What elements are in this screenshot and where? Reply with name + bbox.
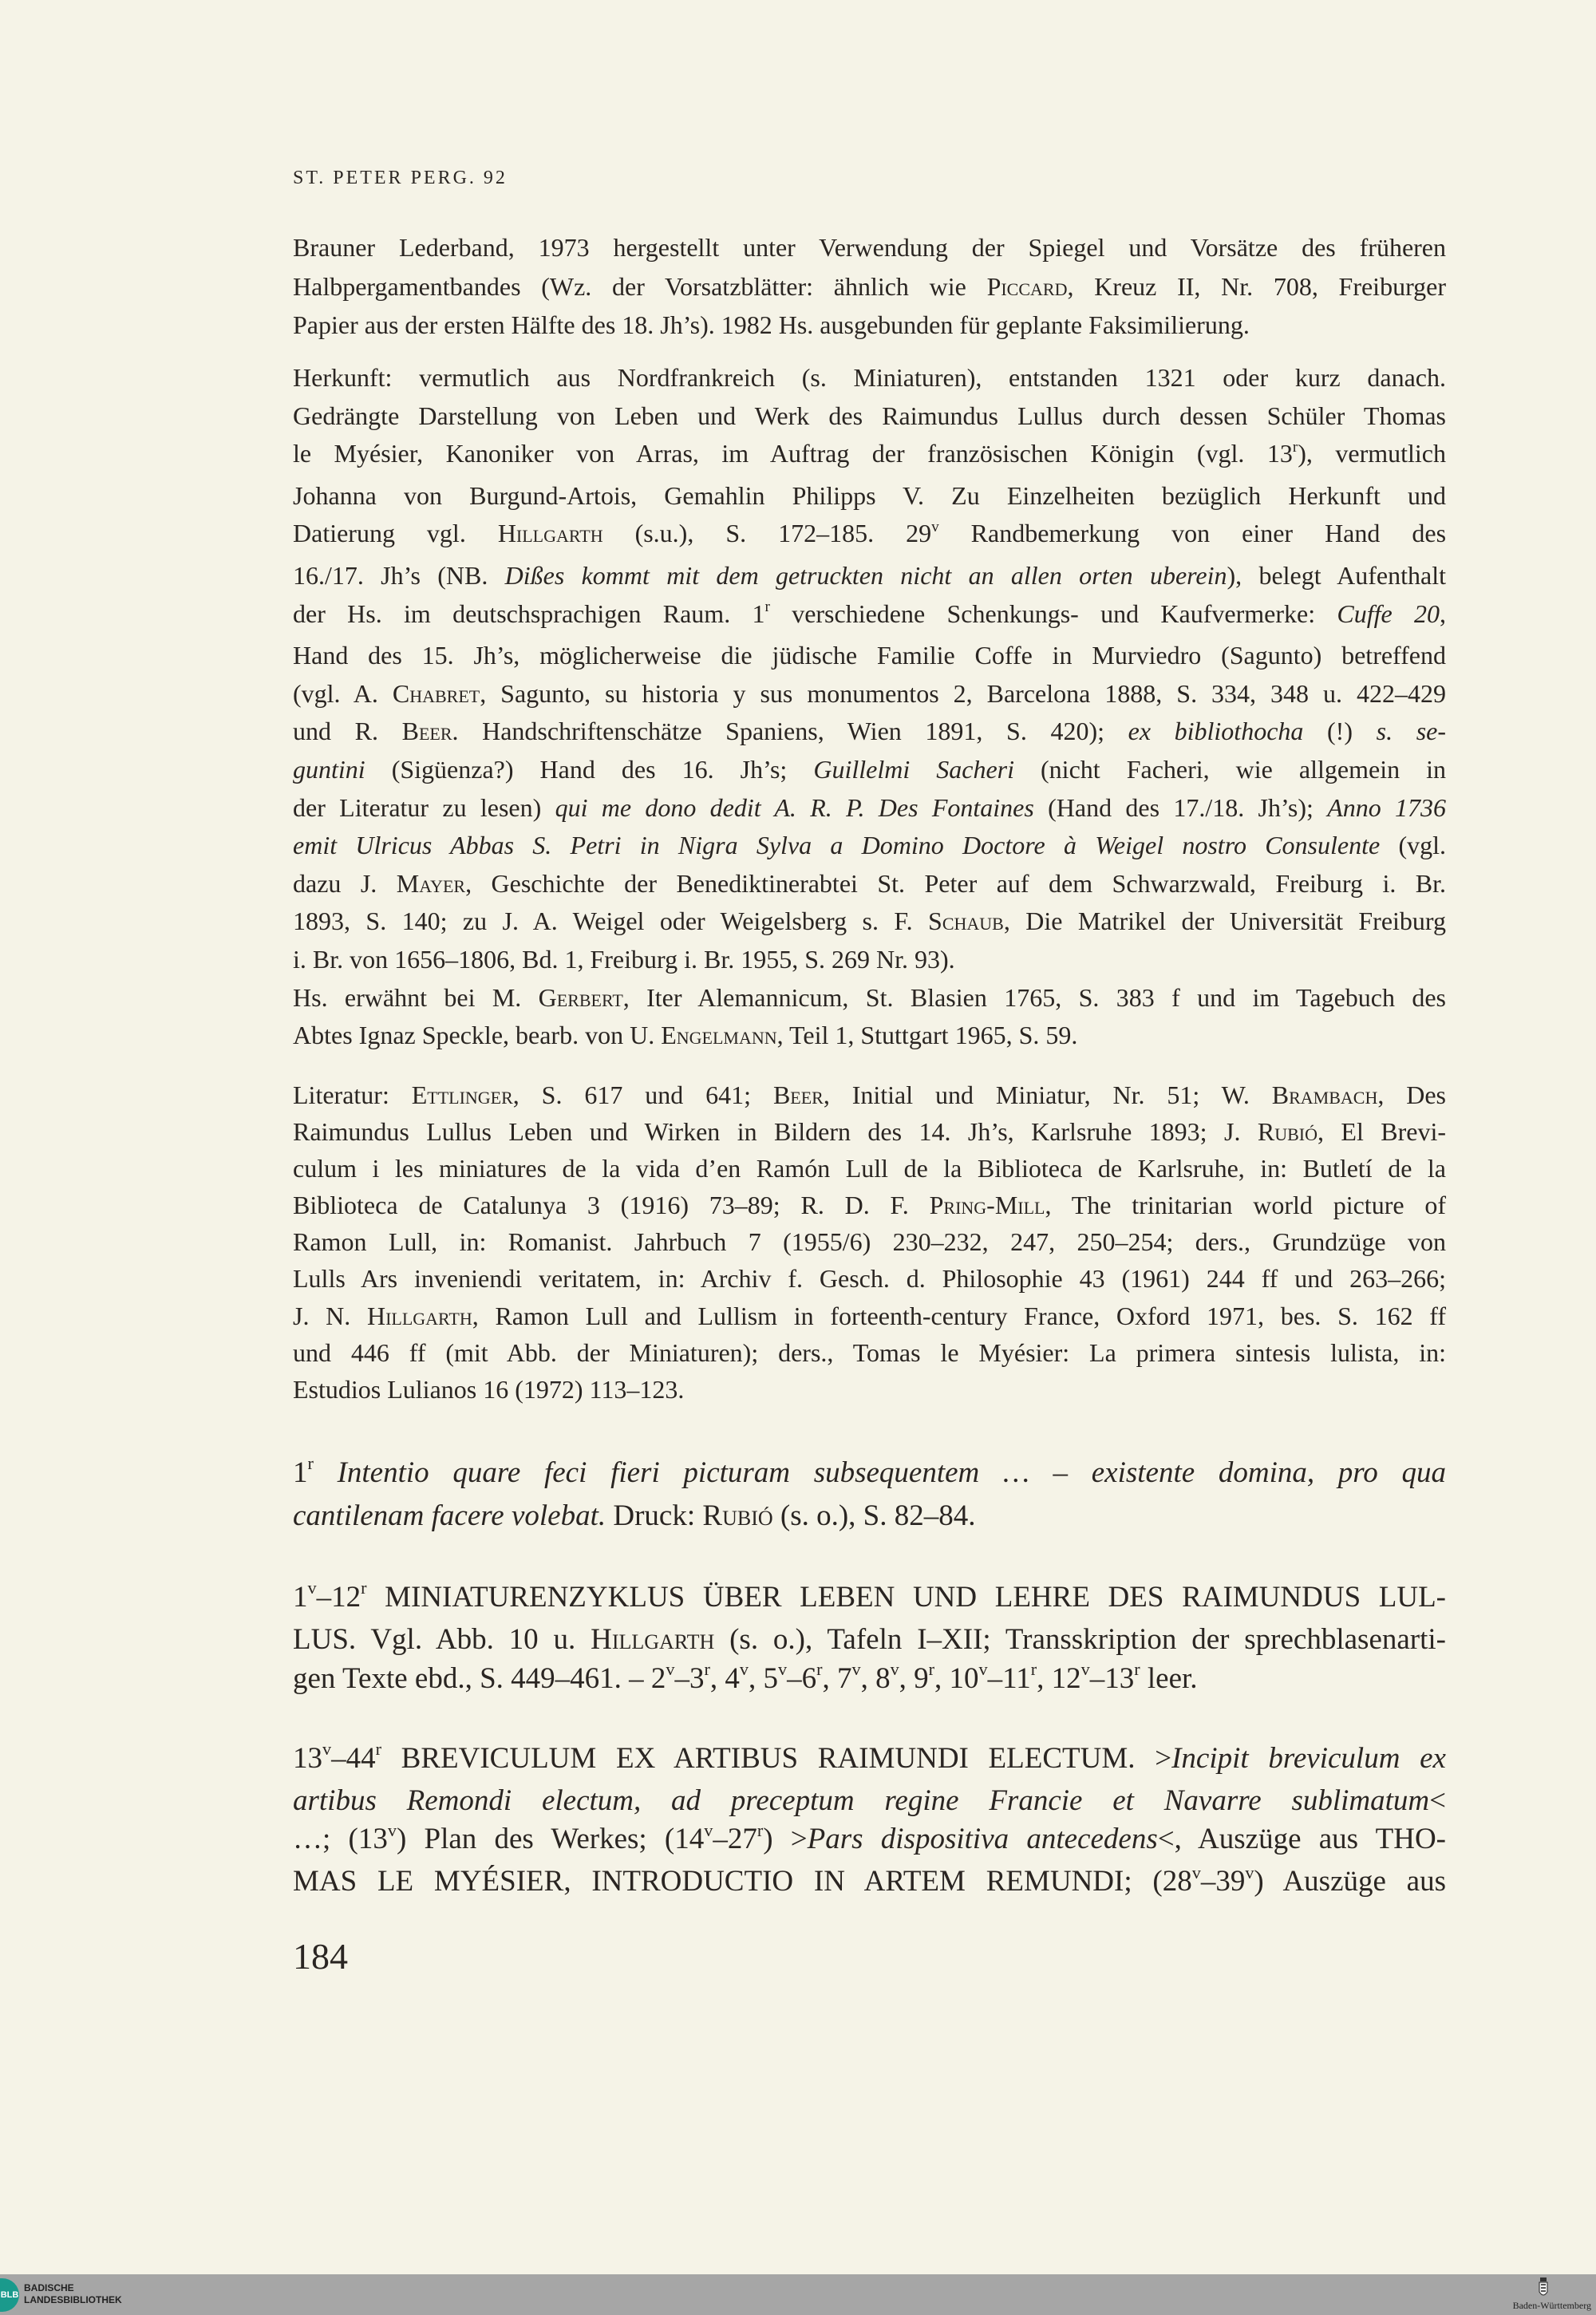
text-run: , Die Matrikel der Universität Freiburg [1003,907,1447,936]
author-name: Ettlinger [411,1080,513,1109]
text-line-content [293,267,1446,306]
folio-superscript: r [361,1578,367,1598]
text-run: , Geschichte der Benediktinerabtei St. Peter auf dem Schwarzwald, Freiburg i. Br. [465,868,1447,898]
text-run: Ramon Lull, in: Romanist. Jahrbuch 7 (1955/6) 230–232, 247, 250–254; ders., Grundzüge von [293,1227,1446,1257]
folio-superscript: r [928,1659,935,1680]
text-line [293,903,1446,941]
text-run: ), vermutlich [1298,439,1447,468]
text-line-content [293,637,1446,675]
text-run: Papier aus der ersten Hälfte des 18. Jh’s). 1982 Hs. ausgebunden für geplante Faksimilierung. [293,310,1250,339]
folio-superscript: r [816,1659,823,1680]
text-run: (vgl. [1380,831,1447,860]
text-run: 1 [293,1456,308,1489]
author-name: Hillgarth [366,1301,472,1330]
text-line-content [293,751,1446,789]
text-line-content [293,903,1446,941]
text-run: ) Plan des Werkes; (14 [396,1823,705,1856]
text-line-content [293,477,1446,516]
text-line-content [293,865,1446,903]
text-run: , 12 [1037,1662,1081,1695]
text-run: , 7 [822,1662,852,1695]
text-run: 1 [293,1581,308,1614]
text-run: , Kreuz II, Nr. 708, Freiburger [1067,271,1447,301]
folio-superscript: r [307,1453,314,1474]
text-line-content [293,1077,1446,1113]
text-line [293,1223,1446,1260]
text-line [293,979,1446,1017]
text-run: Lulls Ars inveniendi veritatem, in: Archiv f. Gesch. d. Philosophie 43 (1961) 244 ff und 263–266; [293,1264,1446,1294]
text-run: , Iter Alemannicum, St. Blasien 1765, S. 383 f und im Tagebuch des [622,982,1446,1012]
text-line [293,1453,1446,1496]
italic-text: qui me dono dedit A. R. P. Des Fontaines [555,792,1034,822]
text-run: Randbemerkung von einer Hand des [938,519,1447,548]
folio-superscript: r [764,599,770,616]
text-line [293,557,1446,595]
text-run: Hand des 15. Jh’s, möglicherweise die jüdische Familie Coffe in Murviedro (Sagunto) betreffend [293,641,1446,670]
text-run: Estudios Lulianos 16 (1972) 113–123. [293,1374,685,1404]
text-line-content [293,359,1446,397]
text-line-content [293,1371,684,1408]
folio-superscript: v [978,1659,988,1680]
text-run: Herkunft: vermutlich aus Nordfrankreich (s. Miniaturen), entstanden 1321 oder kurz danach. [293,363,1446,392]
text-line-content [293,1740,1446,1782]
text-run: leer. [1140,1662,1198,1695]
text-run: …; (13 [293,1823,388,1856]
text-line-content [293,1298,1446,1334]
text-run: Halbpergamentbandes (Wz. der Vorsatzblätter: ähnlich wie [293,271,987,301]
italic-text: emit Ulricus Abbas S. Petri in Nigra Sylva a Domino Doctore à Weigel nostro Consulente [293,831,1381,860]
text-run: ) > [763,1823,808,1856]
author-name: Brambach [1271,1080,1378,1109]
text-line-content [293,1863,1446,1905]
italic-text: Cuffe 20 [1337,599,1440,628]
folio-superscript: v [387,1819,397,1840]
text-run: Biblioteca de Catalunya 3 (1916) 73–89; R. D. F. [293,1191,930,1220]
text-run: MAS LE MYÉSIER, INTRODUCTIO IN ARTEM REMUNDI; (28 [293,1865,1192,1898]
text-line [293,228,1446,267]
text-line-content [293,1187,1446,1223]
text-run: verschiedene Schenkungs- und Kaufvermerke: [769,599,1337,628]
text-run: LUS. Vgl. Abb. 10 u. [293,1623,591,1656]
text-run: –27 [713,1823,757,1856]
page-number: 184 [293,1936,348,1977]
text-line [293,751,1446,789]
text-run: culum i les miniatures de la vida d’en Ramón Lull de la Biblioteca de Karlsruhe, in: Butletí de la [293,1154,1446,1183]
italic-text: Pars dispositiva antecedens [807,1823,1158,1856]
text-run: der Hs. im deutschsprachigen Raum. 1 [293,599,765,628]
text-line-content [293,1017,1077,1055]
text-run: –13 [1089,1662,1135,1695]
text-line [293,827,1446,865]
text-run: –11 [987,1662,1031,1695]
text-run: , 5 [748,1662,778,1695]
text-run: und 446 ff (mit Abb. der Miniaturen); ders., Tomas le Myésier: La primera sintesis lulista, in: [293,1337,1446,1367]
text-line [293,1659,1446,1701]
text-line [293,1298,1446,1334]
text-run: gen Texte ebd., S. 449–461. – 2 [293,1662,666,1695]
text-run: Brauner Lederband, 1973 hergestellt unter Verwendung der Spiegel und Vorsätze des früheren [293,233,1446,262]
italic-text: Dißes kommt mit dem getruckten nicht an allen orten uberein [504,560,1227,590]
italic-text: artibus Remondi electum, ad preceptum regine Francie et Navarre sublimatum [293,1784,1430,1817]
text-run: (s. o.), S. 82–84. [772,1499,976,1532]
text-run: Druck: [606,1499,703,1532]
folio-superscript: v [666,1659,675,1680]
text-line-content [293,1334,1446,1371]
text-line [293,477,1446,516]
folio-superscript: r [375,1739,381,1760]
paragraph-entry-miniaturenzyklus [293,1578,1446,1701]
text-line [293,359,1446,397]
text-line [293,1740,1446,1782]
text-run: , S. 617 und 641; [512,1080,773,1109]
text-run: , The trinitarian world picture of [1045,1191,1447,1220]
text-line [293,1334,1446,1371]
author-name: Beer [772,1080,824,1109]
text-run: (s.u.), S. 172–185. 29 [602,519,932,548]
text-line-content [293,1453,1446,1496]
text-line-content [293,1223,1446,1260]
text-run: der Literatur zu lesen) [293,792,555,822]
text-run: –12 [316,1581,361,1614]
text-run: Datierung vgl. [293,519,498,548]
text-line-content [293,1150,1446,1187]
italic-text: Incipit breviculum ex [1171,1742,1446,1775]
italic-text: Anno 1736 [1327,792,1447,822]
text-run: , Teil 1, Stuttgart 1965, S. 59. [776,1021,1078,1050]
text-line [293,1620,1446,1659]
italic-text: s. se- [1376,717,1447,746]
text-line [293,1496,1446,1536]
text-run: dazu J. [293,868,397,898]
text-run [314,1456,338,1489]
author-name: Chabret [392,678,480,708]
text-line-content [293,675,1446,713]
text-run: <, Auszüge aus THO- [1157,1823,1446,1856]
text-line [293,1150,1446,1187]
library-name[interactable] [24,2282,122,2306]
text-run: , 10 [934,1662,979,1695]
folio-superscript: v [851,1659,861,1680]
text-run: BREVICULUM EX ARTIBUS RAIMUNDI ELECTUM. > [381,1742,1172,1775]
text-line-content [293,435,1446,477]
text-run: Literatur: [293,1080,412,1109]
text-run: (Hand des 17./18. Jh’s); [1033,792,1328,822]
library-name-line1: BADISCHE [24,2282,74,2293]
italic-text: guntini [293,754,365,784]
author-name: Hillgarth [497,519,603,548]
text-run: (Sigüenza?) Hand des 16. Jh’s; [365,754,814,784]
paragraph-literature [293,1077,1446,1408]
text-line [293,941,1446,979]
text-line-content [293,595,1446,638]
text-line-content [293,1113,1446,1150]
text-line [293,1820,1446,1863]
text-run: (s. o.), Tafeln I–XII; Transskription der sprechblasenarti- [714,1623,1446,1656]
text-line-content [293,827,1446,865]
text-run: , Ramon Lull and Lullism in forteenth-century France, Oxford 1971, bes. S. 162 ff [472,1301,1447,1330]
coat-of-arms-icon [1539,2277,1548,2298]
text-line [293,789,1446,828]
text-line-content [293,515,1446,557]
text-run: , 4 [709,1662,740,1695]
author-name: Beer [401,717,452,746]
text-line [293,1187,1446,1223]
italic-text: Intentio quare feci fieri picturam subsequentem … – existente domina, pro qua [337,1456,1446,1489]
text-run: Johanna von Burgund-Artois, Gemahlin Philipps V. Zu Einzelheiten bezüglich Herkunft und [293,480,1446,510]
text-run: , 9 [899,1662,929,1695]
text-line-content [293,979,1446,1017]
state-name: Baden-Württemberg [1512,2300,1591,2311]
text-line-content [293,1578,1446,1620]
folio-superscript: r [1030,1659,1037,1680]
text-line [293,1782,1446,1821]
text-run: 1893, S. 140; zu J. A. Weigel oder Weigelsberg s. F. [293,907,929,936]
paragraph-binding-description [293,228,1446,345]
text-line-content [293,789,1446,828]
text-run: 16./17. Jh’s (NB. [293,560,505,590]
folio-superscript: v [739,1659,749,1680]
footer-bar [0,2274,1596,2315]
text-run: (nicht Facheri, wie allgemein in [1013,754,1446,784]
text-run: MINIATURENZYKLUS ÜBER LEBEN UND LEHRE DES RAIMUNDUS LUL- [366,1581,1446,1614]
text-line-content [293,1659,1198,1701]
text-run: –44 [331,1742,376,1775]
text-line-content [293,1496,976,1536]
text-line [293,1077,1446,1113]
paragraph-entry-intentio [293,1453,1446,1536]
folio-superscript: v [931,518,939,535]
text-run: und R. [293,717,402,746]
folio-superscript: v [1245,1862,1254,1882]
library-name-line2: LANDESBIBLIOTHEK [24,2294,122,2305]
folio-superscript: v [307,1578,317,1598]
italic-text: ex bibliothocha [1128,717,1304,746]
text-line [293,435,1446,477]
folio-superscript: v [704,1819,713,1840]
italic-text: cantilenam facere volebat. [293,1499,606,1532]
text-line [293,1113,1446,1150]
text-run: (!) [1303,717,1377,746]
text-line-content [293,306,1250,345]
text-run: , El Brevi- [1317,1117,1447,1147]
text-run: –3 [674,1662,705,1695]
folio-superscript: r [757,1819,764,1840]
text-line [293,713,1446,751]
folio-superscript: v [322,1739,332,1760]
folio-superscript: v [1080,1659,1090,1680]
folio-superscript: r [1134,1659,1140,1680]
text-line [293,595,1446,638]
folio-superscript: v [777,1659,788,1680]
text-run: < [1429,1784,1446,1817]
author-name: Hillgarth [591,1623,715,1656]
folio-superscript: r [704,1659,710,1680]
text-run: Raimundus Lullus Leben und Wirken in Bildern des 14. Jh’s, Karlsruhe 1893; J. [293,1117,1258,1147]
text-line [293,865,1446,903]
text-line [293,397,1446,436]
text-run: –6 [787,1662,817,1695]
text-run: (vgl. A. [293,678,393,708]
author-name: Rubió [702,1499,773,1532]
author-name: Mayer [396,868,466,898]
text-line [293,1260,1446,1297]
text-run: , Initial und Miniatur, Nr. 51; W. [823,1080,1272,1109]
text-line-content [293,1260,1446,1297]
text-line [293,1578,1446,1620]
text-run: Abtes Ignaz Speckle, bearb. von U. [293,1021,662,1050]
text-line-content [293,713,1446,751]
text-line [293,306,1446,345]
text-run: Gedrängte Darstellung von Leben und Werk des Raimundus Lullus durch dessen Schüler Thomas [293,401,1446,430]
text-run: le Myésier, Kanoniker von Arras, im Auftrag der französischen Königin (vgl. 13 [293,439,1293,468]
blb-logo-icon[interactable]: BLB [0,2278,19,2312]
text-line [293,1371,1446,1408]
text-run: ) Auszüge aus [1254,1865,1446,1898]
text-line [293,675,1446,713]
author-name: Pring-Mill [929,1191,1045,1220]
text-line-content [293,1782,1446,1821]
text-line [293,1863,1446,1905]
text-run: , [1440,599,1447,628]
author-name: Gerbert [538,982,623,1012]
text-run: , Des [1377,1080,1447,1109]
folio-superscript: v [1191,1862,1201,1882]
text-run: –39 [1200,1865,1246,1898]
italic-text: Guillelmi Sacheri [813,754,1014,784]
text-line-content [293,1620,1446,1659]
text-line [293,515,1446,557]
folio-superscript: v [890,1659,899,1680]
text-line-content [293,1820,1446,1863]
text-line [293,267,1446,306]
author-name: Piccard [986,271,1068,301]
running-head: ST. PETER PERG. 92 [293,168,508,188]
text-run: i. Br. von 1656–1806, Bd. 1, Freiburg i. Br. 1955, S. 269 Nr. 93). [293,944,955,974]
author-name: Schaub [928,907,1004,936]
text-run: J. N. [293,1301,367,1330]
author-name: Rubió [1257,1117,1317,1147]
text-run: , 8 [860,1662,891,1695]
folio-superscript: r [1292,438,1298,456]
text-line [293,1017,1446,1055]
text-run: , Sagunto, su historia y sus monumentos 2, Barcelona 1888, S. 334, 348 u. 422–429 [480,678,1447,708]
text-line-content [293,228,1446,267]
paragraph-entry-breviculum [293,1740,1446,1905]
text-line [293,637,1446,675]
text-line-content [293,941,955,979]
text-run: 13 [293,1742,322,1775]
text-run: Hs. erwähnt bei M. [293,982,539,1012]
author-name: Engelmann [661,1021,777,1050]
text-run: . Handschriftenschätze Spaniens, Wien 1891, S. 420); [452,717,1128,746]
text-line-content [293,557,1446,595]
text-run: ), belegt Aufenthalt [1227,560,1447,590]
paragraph-provenance [293,359,1446,1055]
text-line-content [293,397,1446,436]
